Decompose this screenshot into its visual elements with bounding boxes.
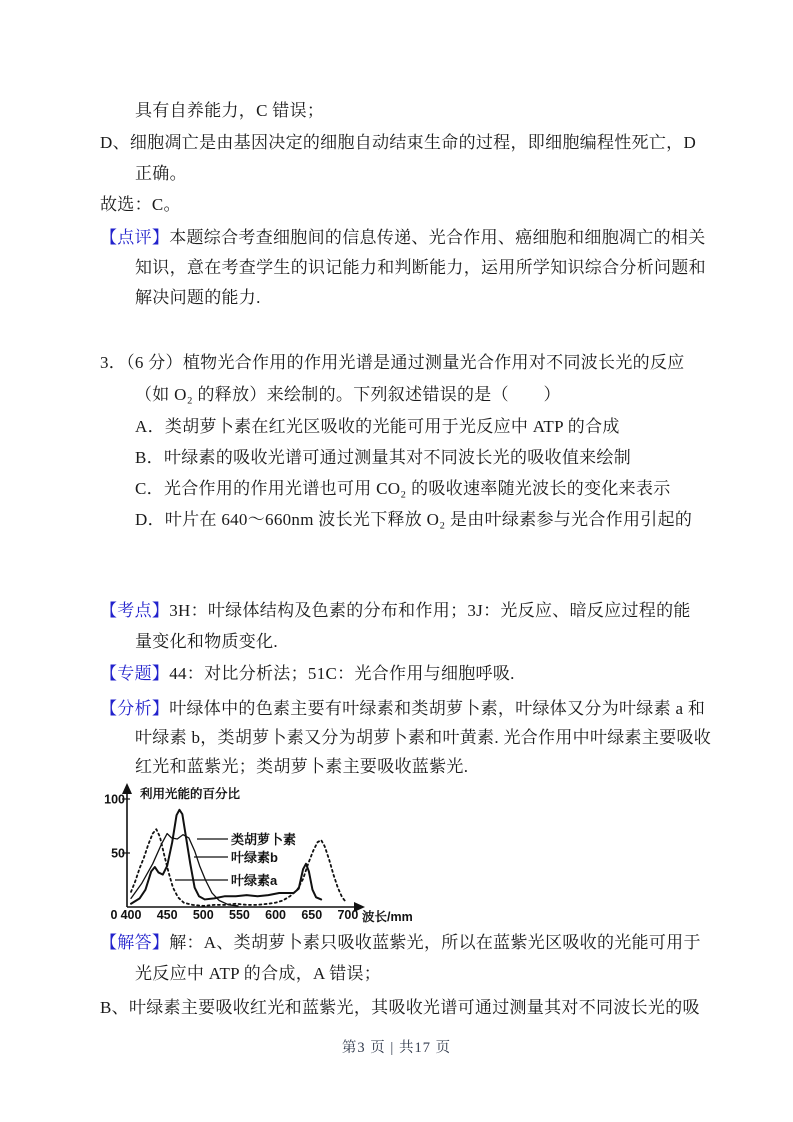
line-text: B．叶绿素的吸收光谱可通过测量其对不同波长光的吸收值来绘制 xyxy=(135,448,632,467)
x-tick-label: 500 xyxy=(192,908,214,922)
line-text: 叶绿素 b，类胡萝卜素又分为胡萝卜素和叶黄素. 光合作用中叶绿素主要吸收 xyxy=(135,728,712,747)
y-tick-label: 100 xyxy=(104,792,125,807)
text-line xyxy=(135,478,671,500)
line-text: （如 O₂ 的释放）来绘制的。下列叙述错误的是（ ） xyxy=(135,385,561,404)
x-tick-label: 700 xyxy=(337,908,359,922)
text-line xyxy=(100,227,706,249)
line-text: A．类胡萝卜素在红光区吸收的光能可用于光反应中 ATP 的合成 xyxy=(135,417,620,436)
text-line xyxy=(135,287,261,309)
absorption-spectrum-chart xyxy=(100,782,430,930)
line-text: D、细胞凋亡是由基因决定的细胞自动结束生命的过程，即细胞编程性死亡，D xyxy=(100,133,697,152)
text-line xyxy=(100,132,696,154)
text-line xyxy=(100,600,691,622)
series-类胡萝卜素 xyxy=(131,834,238,906)
x-tick-label: 450 xyxy=(156,908,178,922)
spectrum-chart-svg xyxy=(100,782,430,930)
line-text: 本题综合考查细胞间的信息传递、光合作用、癌细胞和细胞凋亡的相关 xyxy=(169,228,706,247)
page-footer: 第3 页 | 共17 页 xyxy=(341,1040,452,1056)
text-line xyxy=(135,963,381,985)
text-line xyxy=(135,163,187,185)
x-tick-label: 650 xyxy=(301,908,323,922)
text-line xyxy=(100,997,700,1019)
line-text: 正确。 xyxy=(135,164,187,183)
line-text: B、叶绿素主要吸收红光和蓝紫光，其吸收光谱可通过测量其对不同波长光的吸 xyxy=(100,998,700,1017)
annotation-label: 类胡萝卜素 xyxy=(231,832,297,847)
text-line xyxy=(100,663,515,685)
section-tag: 【点评】 xyxy=(100,228,170,247)
annotation-layer xyxy=(175,832,296,888)
line-text: 故选：C。 xyxy=(100,195,181,214)
line-text: 知识，意在考查学生的识记能力和判断能力，运用所学知识综合分析问题和 xyxy=(135,258,706,277)
chart-y-title: 利用光能的百分比 xyxy=(140,787,241,801)
line-text: 叶绿体中的色素主要有叶绿素和类胡萝卜素，叶绿体又分为叶绿素 a 和 xyxy=(169,699,706,718)
annotation-label: 叶绿素b xyxy=(231,850,278,865)
x-tick-label: 550 xyxy=(229,908,250,922)
annotation-label: 叶绿素a xyxy=(231,873,278,888)
line-text: 44：对比分析法；51C：光合作用与细胞呼吸. xyxy=(169,664,515,683)
text-line xyxy=(135,257,706,279)
y-tick-label: 50 xyxy=(111,846,125,861)
chart-x-title: 波长/mm xyxy=(362,910,413,924)
text-line xyxy=(135,756,468,778)
text-line xyxy=(135,100,324,122)
section-tag: 【专题】 xyxy=(100,664,170,683)
line-text: C．光合作用的作用光谱也可用 CO₂ 的吸收速率随光波长的变化来表示 xyxy=(135,479,671,498)
text-line xyxy=(135,631,278,653)
section-tag: 【解答】 xyxy=(100,933,170,952)
section-tag: 【分析】 xyxy=(100,699,170,718)
text-line xyxy=(135,727,711,749)
line-text: 解决问题的能力. xyxy=(135,288,261,307)
text-line xyxy=(100,698,705,720)
text-line xyxy=(135,384,561,406)
line-text: 红光和蓝紫光；类胡萝卜素主要吸收蓝紫光. xyxy=(135,757,469,776)
text-line xyxy=(100,352,685,374)
text-line xyxy=(135,509,692,531)
y-tick-labels xyxy=(104,793,125,861)
x-tick-labels xyxy=(111,908,359,922)
text-line xyxy=(135,447,631,469)
line-text: 光反应中 ATP 的合成，A 错误； xyxy=(135,964,382,983)
line-text: D．叶片在 640～660nm 波长光下释放 O₂ 是由叶绿素参与光合作用引起的 xyxy=(135,510,693,529)
text-line xyxy=(100,932,701,954)
origin-label: 0 xyxy=(110,908,118,922)
line-text: 解：A、类胡萝卜素只吸收蓝紫光，所以在蓝紫光区吸收的光能可用于 xyxy=(169,933,701,952)
text-line xyxy=(135,416,620,438)
line-text: 3．（6 分）植物光合作用的作用光谱是通过测量光合作用对不同波长光的反应 xyxy=(100,353,685,372)
line-text: 量变化和物质变化. xyxy=(135,632,278,651)
line-text: 3H：叶绿体结构及色素的分布和作用；3J：光反应、暗反应过程的能 xyxy=(169,601,691,620)
x-tick-label: 600 xyxy=(265,908,287,922)
section-tag: 【考点】 xyxy=(100,601,170,620)
text-line xyxy=(100,194,181,216)
line-text: 具有自养能力，C 错误； xyxy=(135,101,325,120)
x-tick-label: 400 xyxy=(120,908,142,922)
